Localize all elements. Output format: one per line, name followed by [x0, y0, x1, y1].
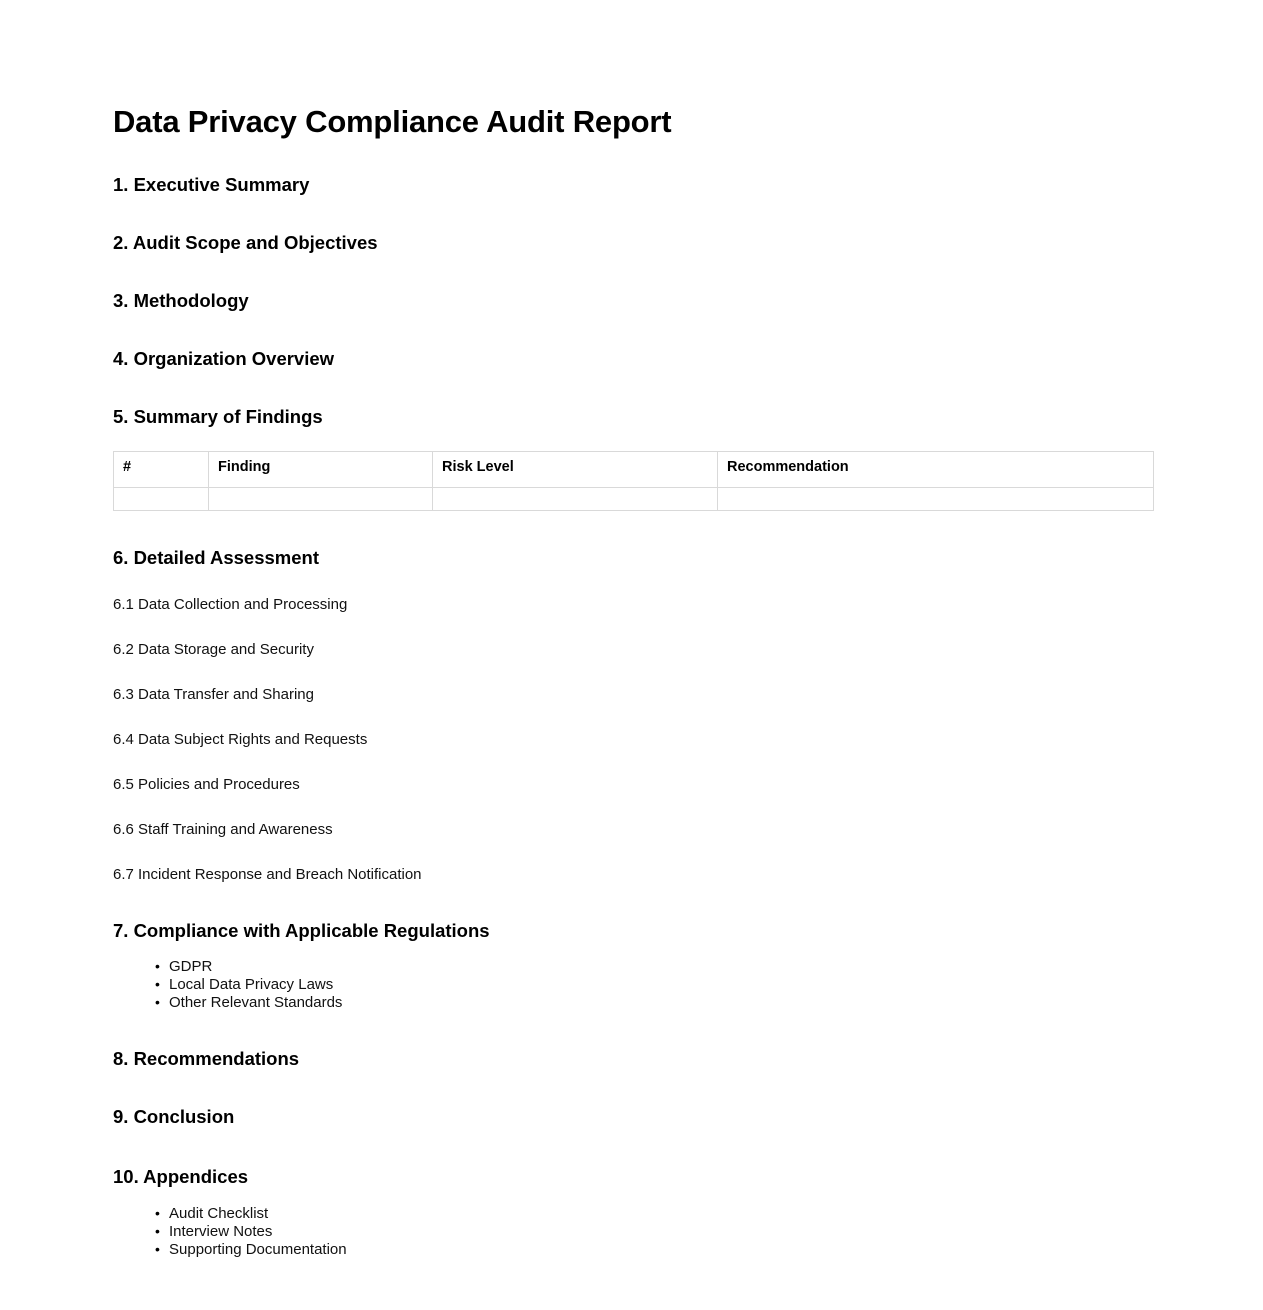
cell-recommendation — [718, 487, 1154, 510]
subsection-6-6: 6.6 Staff Training and Awareness — [113, 820, 333, 838]
page-title: Data Privacy Compliance Audit Report — [113, 104, 672, 139]
spacer — [113, 312, 1153, 348]
spacer — [113, 942, 1153, 958]
document-body — [113, 104, 1153, 1259]
list-item: • GDPR — [155, 958, 1153, 976]
column-header-number: # — [114, 451, 209, 487]
list-item: • Audit Checklist — [155, 1205, 1153, 1223]
table-header-row — [114, 451, 1154, 487]
section-heading-audit-scope: 2. Audit Scope and Objectives — [113, 231, 378, 253]
spacer — [113, 370, 1153, 406]
cell-finding — [209, 487, 433, 510]
section-heading-appendices: 10. Appendices — [113, 1166, 249, 1188]
spacer — [113, 794, 1153, 821]
section-heading-detailed-assessment: 6. Detailed Assessment — [113, 546, 319, 568]
section-heading-methodology: 3. Methodology — [113, 289, 249, 311]
list-item: • Interview Notes — [155, 1223, 1153, 1241]
spacer — [113, 839, 1153, 866]
spacer — [113, 884, 1153, 920]
spacer — [113, 569, 1153, 596]
spacer — [113, 511, 1153, 547]
spacer — [113, 749, 1153, 776]
subsection-6-2: 6.2 Data Storage and Security — [113, 640, 314, 658]
table-row — [114, 487, 1154, 510]
list-item: • Other Relevant Standards — [155, 994, 1153, 1012]
column-header-recommendation: Recommendation — [718, 451, 1154, 487]
spacer — [113, 659, 1153, 686]
findings-table-wrapper — [113, 451, 1153, 511]
section-heading-compliance-regulations: 7. Compliance with Applicable Regulations — [113, 919, 490, 941]
spacer — [113, 704, 1153, 731]
spacer — [113, 254, 1153, 290]
subsection-6-3: 6.3 Data Transfer and Sharing — [113, 685, 314, 703]
section-heading-summary-of-findings: 5. Summary of Findings — [113, 406, 323, 428]
section-heading-organization-overview: 4. Organization Overview — [113, 348, 335, 370]
subsection-6-5: 6.5 Policies and Procedures — [113, 775, 300, 793]
spacer — [113, 614, 1153, 641]
compliance-list — [113, 958, 1153, 1012]
spacer — [113, 1012, 1153, 1048]
findings-table — [113, 451, 1154, 511]
section-heading-recommendations: 8. Recommendations — [113, 1047, 300, 1069]
spacer — [113, 196, 1153, 232]
spacer — [113, 1188, 1153, 1205]
column-header-risk-level: Risk Level — [433, 451, 718, 487]
subsection-6-1: 6.1 Data Collection and Processing — [113, 595, 348, 613]
spacer — [113, 1128, 1153, 1166]
spacer — [113, 141, 1153, 174]
subsection-6-7: 6.7 Incident Response and Breach Notification — [113, 865, 422, 883]
spacer — [113, 1070, 1153, 1106]
subsection-6-4: 6.4 Data Subject Rights and Requests — [113, 730, 368, 748]
list-item: • Local Data Privacy Laws — [155, 976, 1153, 994]
list-item: • Supporting Documentation — [155, 1241, 1153, 1259]
column-header-finding: Finding — [209, 451, 433, 487]
appendices-list — [113, 1205, 1153, 1259]
cell-risk-level — [433, 487, 718, 510]
section-heading-executive-summary: 1. Executive Summary — [113, 173, 310, 195]
section-heading-conclusion: 9. Conclusion — [113, 1106, 235, 1128]
cell-number — [114, 487, 209, 510]
